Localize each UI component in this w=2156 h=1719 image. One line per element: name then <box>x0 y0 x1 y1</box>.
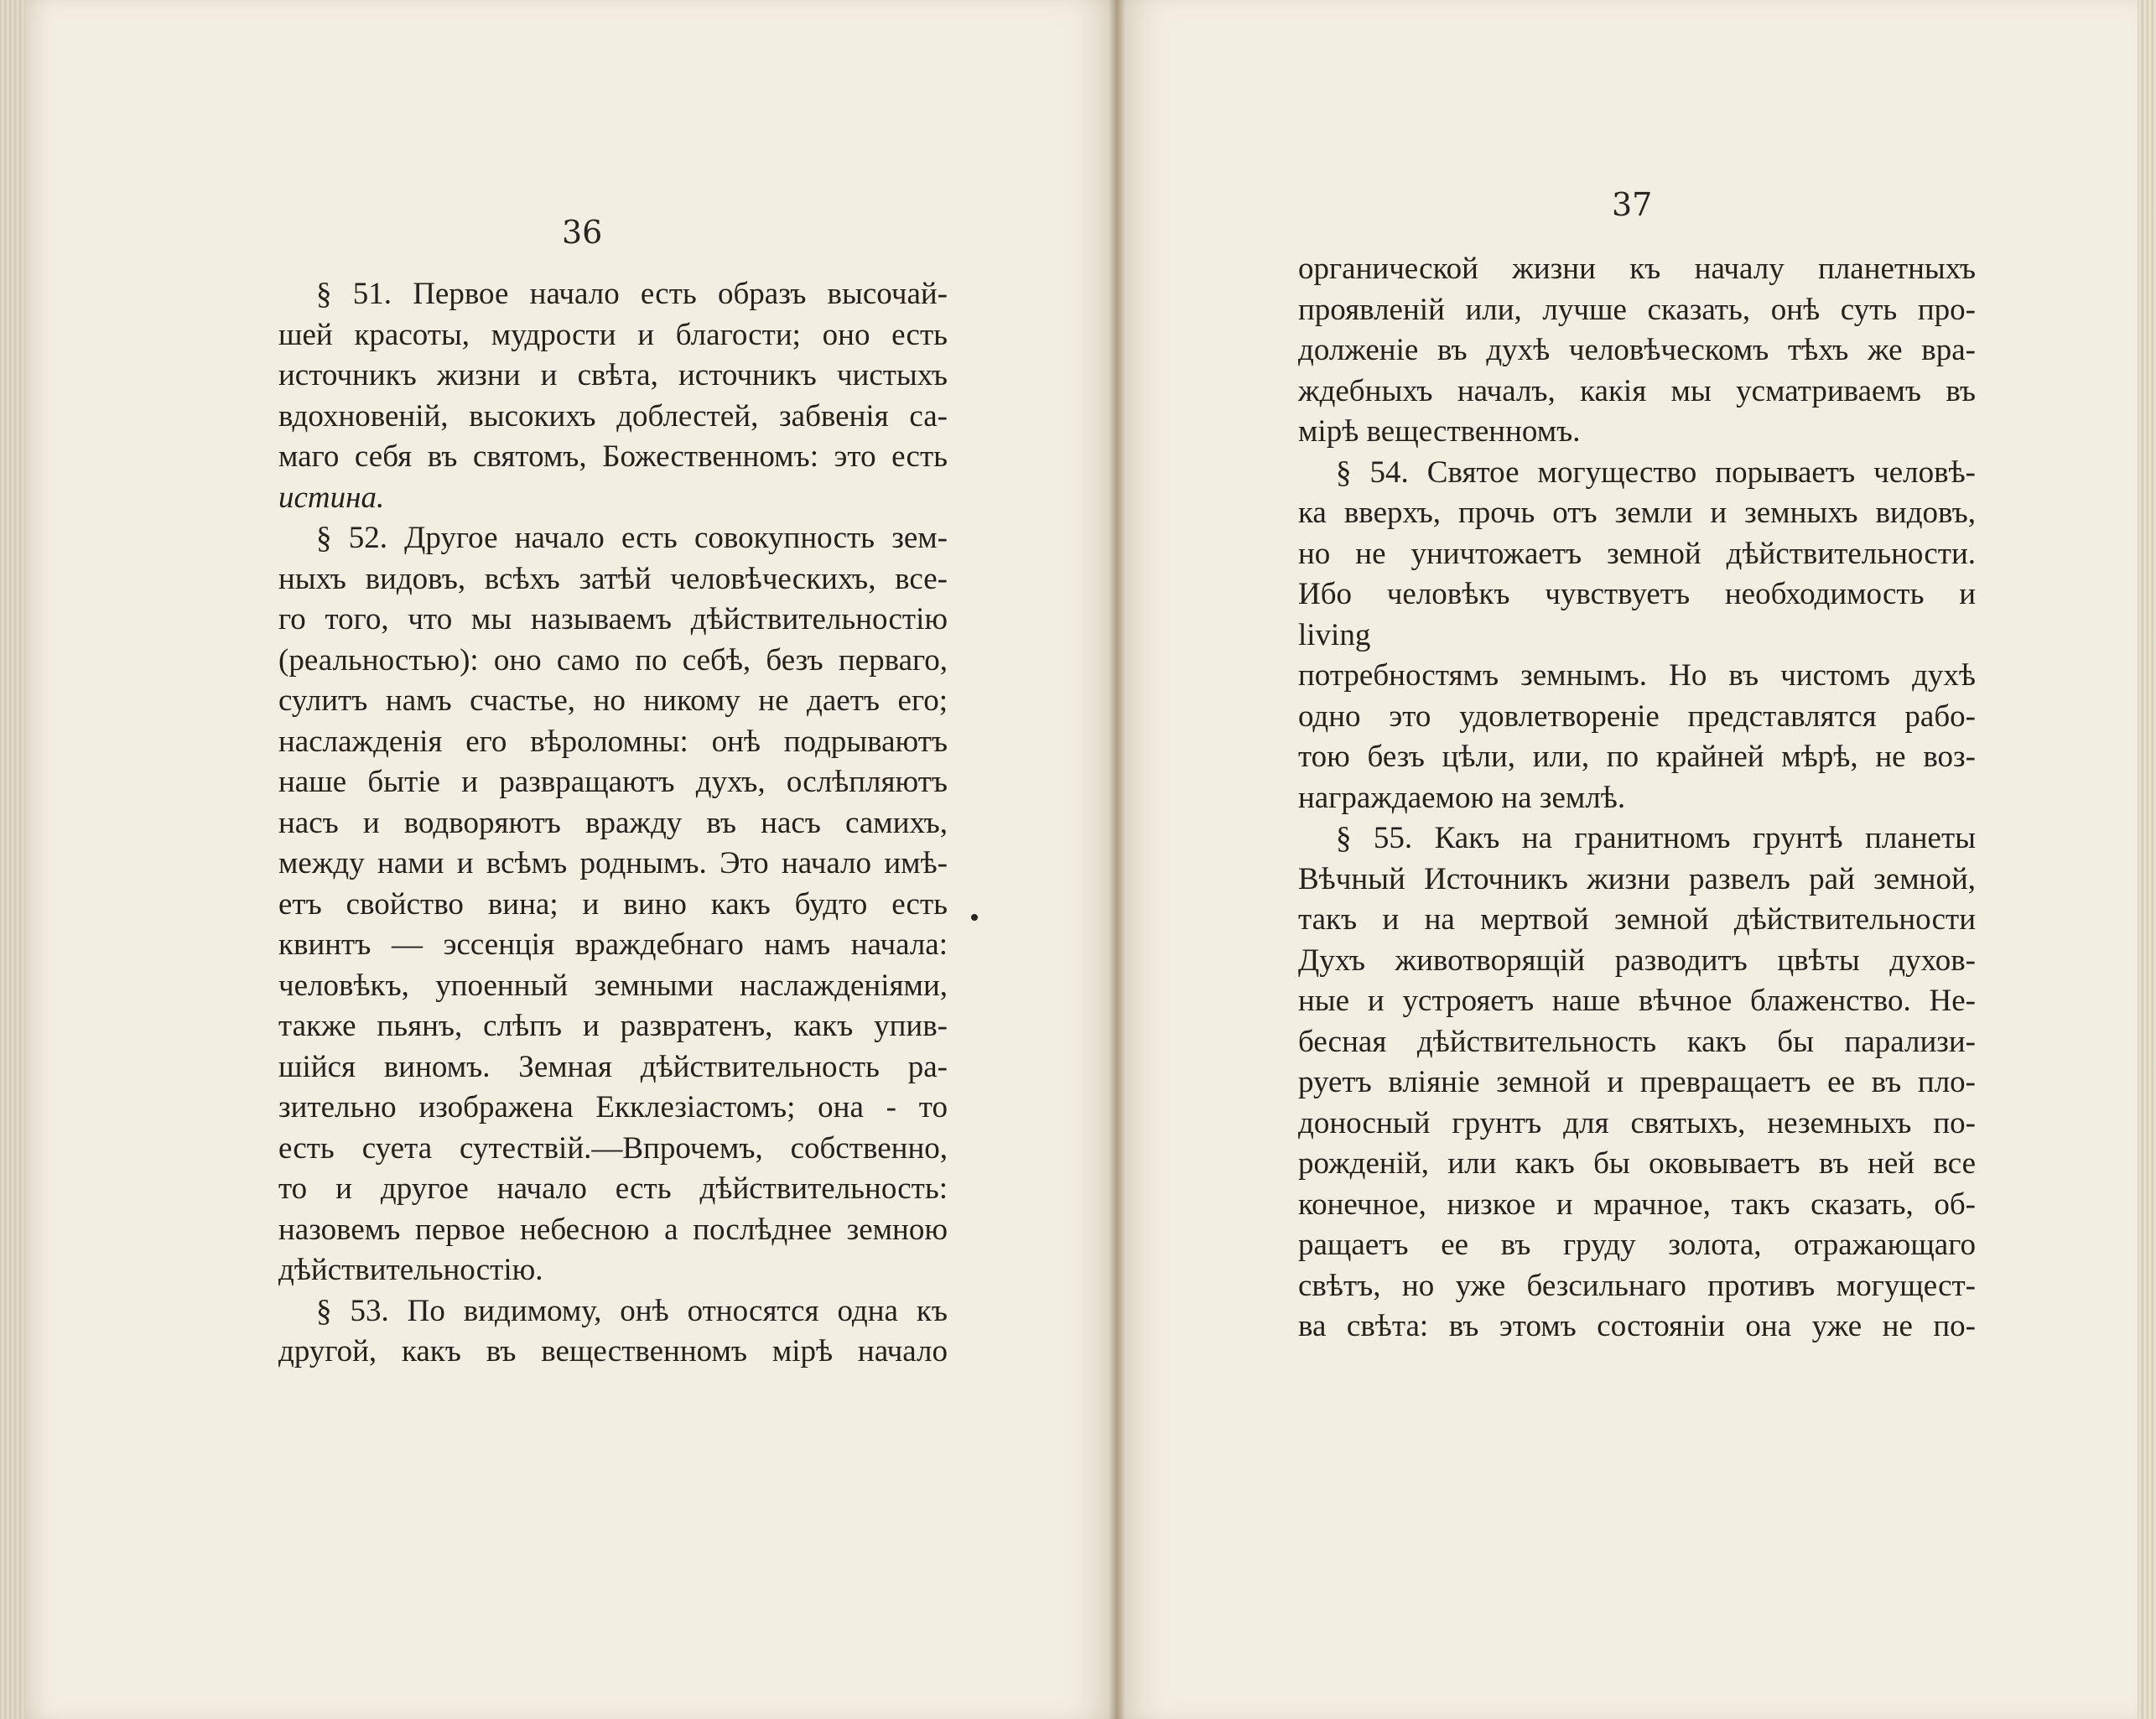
text-line: тою безъ цѣли, или, по крайней мѣрѣ, не воз- <box>1298 740 1976 774</box>
text-line: зительно изображена Екклезіастомъ; она - то <box>278 1090 948 1124</box>
text-line: рожденій, или какъ бы оковываетъ въ ней все <box>1298 1146 1976 1181</box>
text-line: мірѣ вещественномъ. <box>1298 414 1581 449</box>
text-line: назовемъ первое небесною а послѣднее земною <box>278 1212 948 1247</box>
text-line: проявленій или, лучше сказать, онѣ суть про- <box>1298 292 1976 327</box>
text-line: истина. <box>278 480 385 515</box>
right-page-text <box>1298 249 1976 1348</box>
text-line: также пьянъ, слѣпъ и развратенъ, какъ упив- <box>278 1009 948 1043</box>
text-line: бесная дѣйствительность какъ бы парализи- <box>1298 1024 1976 1059</box>
text-line: органической жизни къ началу планетныхъ <box>1298 252 1976 286</box>
text-line: потребностямъ земнымъ. Но въ чистомъ духѣ <box>1298 658 1976 693</box>
text-line: сулитъ намъ счастье, но никому не даетъ его; <box>278 683 948 718</box>
text-line: дѣйствительностію. <box>278 1253 543 1287</box>
text-line: награждаемою на землѣ. <box>1298 780 1626 815</box>
text-line: но не уничтожаетъ земной дѣйствительности. <box>1298 536 1976 571</box>
text-line: етъ свойство вина; и вино какъ будто есть <box>278 886 948 922</box>
text-line: одно это удовлетвореніе представлятся рабо- <box>1298 699 1976 734</box>
text-line: наслажденія его вѣроломны: онѣ подрываютъ <box>278 724 948 759</box>
text-line: Ибо человѣкъ чувствуетъ необходимость и <box>1298 577 1976 611</box>
text-line: источникъ жизни и свѣта, источникъ чистыхъ <box>278 358 948 392</box>
ink-mark <box>971 914 978 921</box>
book-gutter <box>1109 0 1125 1719</box>
text-line: доносный грунтъ для святыхъ, неземныхъ по- <box>1298 1105 1976 1140</box>
text-line: ждебныхъ началъ, какія мы усматриваемъ въ <box>1298 373 1976 408</box>
text-line: конечное, низкое и мрачное, такъ сказать, об- <box>1298 1187 1976 1222</box>
text-line: ва свѣта: въ этомъ состояніи она уже не по- <box>1298 1309 1976 1343</box>
text-line: § 54. Святое могущество порываетъ человѣ- <box>1336 454 1976 490</box>
text-line: шей красоты, мудрости и благости; оно есть <box>278 317 948 352</box>
text-line: ные и устрояетъ наше вѣчное блаженство. Не- <box>1298 984 1976 1018</box>
text-line: § 52. Другое начало есть совокупность зем- <box>316 521 948 555</box>
text-line: насъ и водворяютъ вражду въ насъ самихъ, <box>278 805 948 840</box>
text-line: § 51. Первое начало есть образъ высочай- <box>316 277 948 311</box>
page-edges-right <box>2138 0 2156 1719</box>
text-line: Вѣчный Источникъ жизни развелъ рай земной, <box>1298 861 1976 896</box>
text-line: между нами и всѣмъ роднымъ. Это начало имѣ- <box>278 846 948 880</box>
text-line: маго себя въ святомъ, Божественномъ: это есть <box>278 439 948 474</box>
text-line: (реальностью): оно само по себѣ, безъ перваго, <box>278 642 948 678</box>
text-line: § 55. Какъ на гранитномъ грунтѣ планеты <box>1336 821 1976 855</box>
text-line: квинтъ — эссенція враждебнаго намъ начала: <box>278 927 948 962</box>
text-line: долженіе въ духѣ человѣческомъ тѣхъ же вра- <box>1298 333 1976 367</box>
text-line: то и другое начало есть дѣйствительность: <box>278 1171 948 1206</box>
text-line: есть суета сутествій.—Впрочемъ, собственно, <box>278 1130 948 1166</box>
text-line: руетъ вліяніе земной и превращаетъ ее въ пло- <box>1298 1065 1976 1099</box>
text-line: свѣтъ, но уже безсильнаго противъ могущест- <box>1298 1268 1976 1303</box>
text-line: вдохновеній, высокихъ доблестей, забвенія са- <box>278 398 948 434</box>
page-number-left: 36 <box>562 214 603 251</box>
text-line: другой, какъ въ вещественномъ мірѣ начало <box>278 1334 948 1368</box>
text-line: ныхъ видовъ, всѣхъ затѣй человѣческихъ, все- <box>278 561 948 596</box>
text-line: Духъ животворящій разводитъ цвѣты духов- <box>1298 943 1976 978</box>
text-line: го того, что мы называемъ дѣйствительностію <box>278 602 948 636</box>
left-page-text <box>278 274 948 1373</box>
text-line: такъ и на мертвой земной дѣйствительности <box>1298 902 1976 937</box>
text-line: шійся виномъ. Земная дѣйствительность ра- <box>278 1049 948 1084</box>
text-line: ращаетъ ее въ груду золота, отражающаго <box>1298 1228 1976 1262</box>
page-edges-left <box>0 0 25 1719</box>
page-number-right: 37 <box>1612 186 1653 223</box>
text-line: ка вверхъ, прочь отъ земли и земныхъ видовъ, <box>1298 496 1976 530</box>
text-line: § 53. По видимому, онѣ относятся одна къ <box>316 1293 948 1328</box>
text-line: living <box>1298 617 1371 652</box>
text-line: наше бытіе и развращаютъ духъ, ослѣпляютъ <box>278 765 948 799</box>
text-line: человѣкъ, упоенный земными наслажденіями, <box>278 968 948 1003</box>
